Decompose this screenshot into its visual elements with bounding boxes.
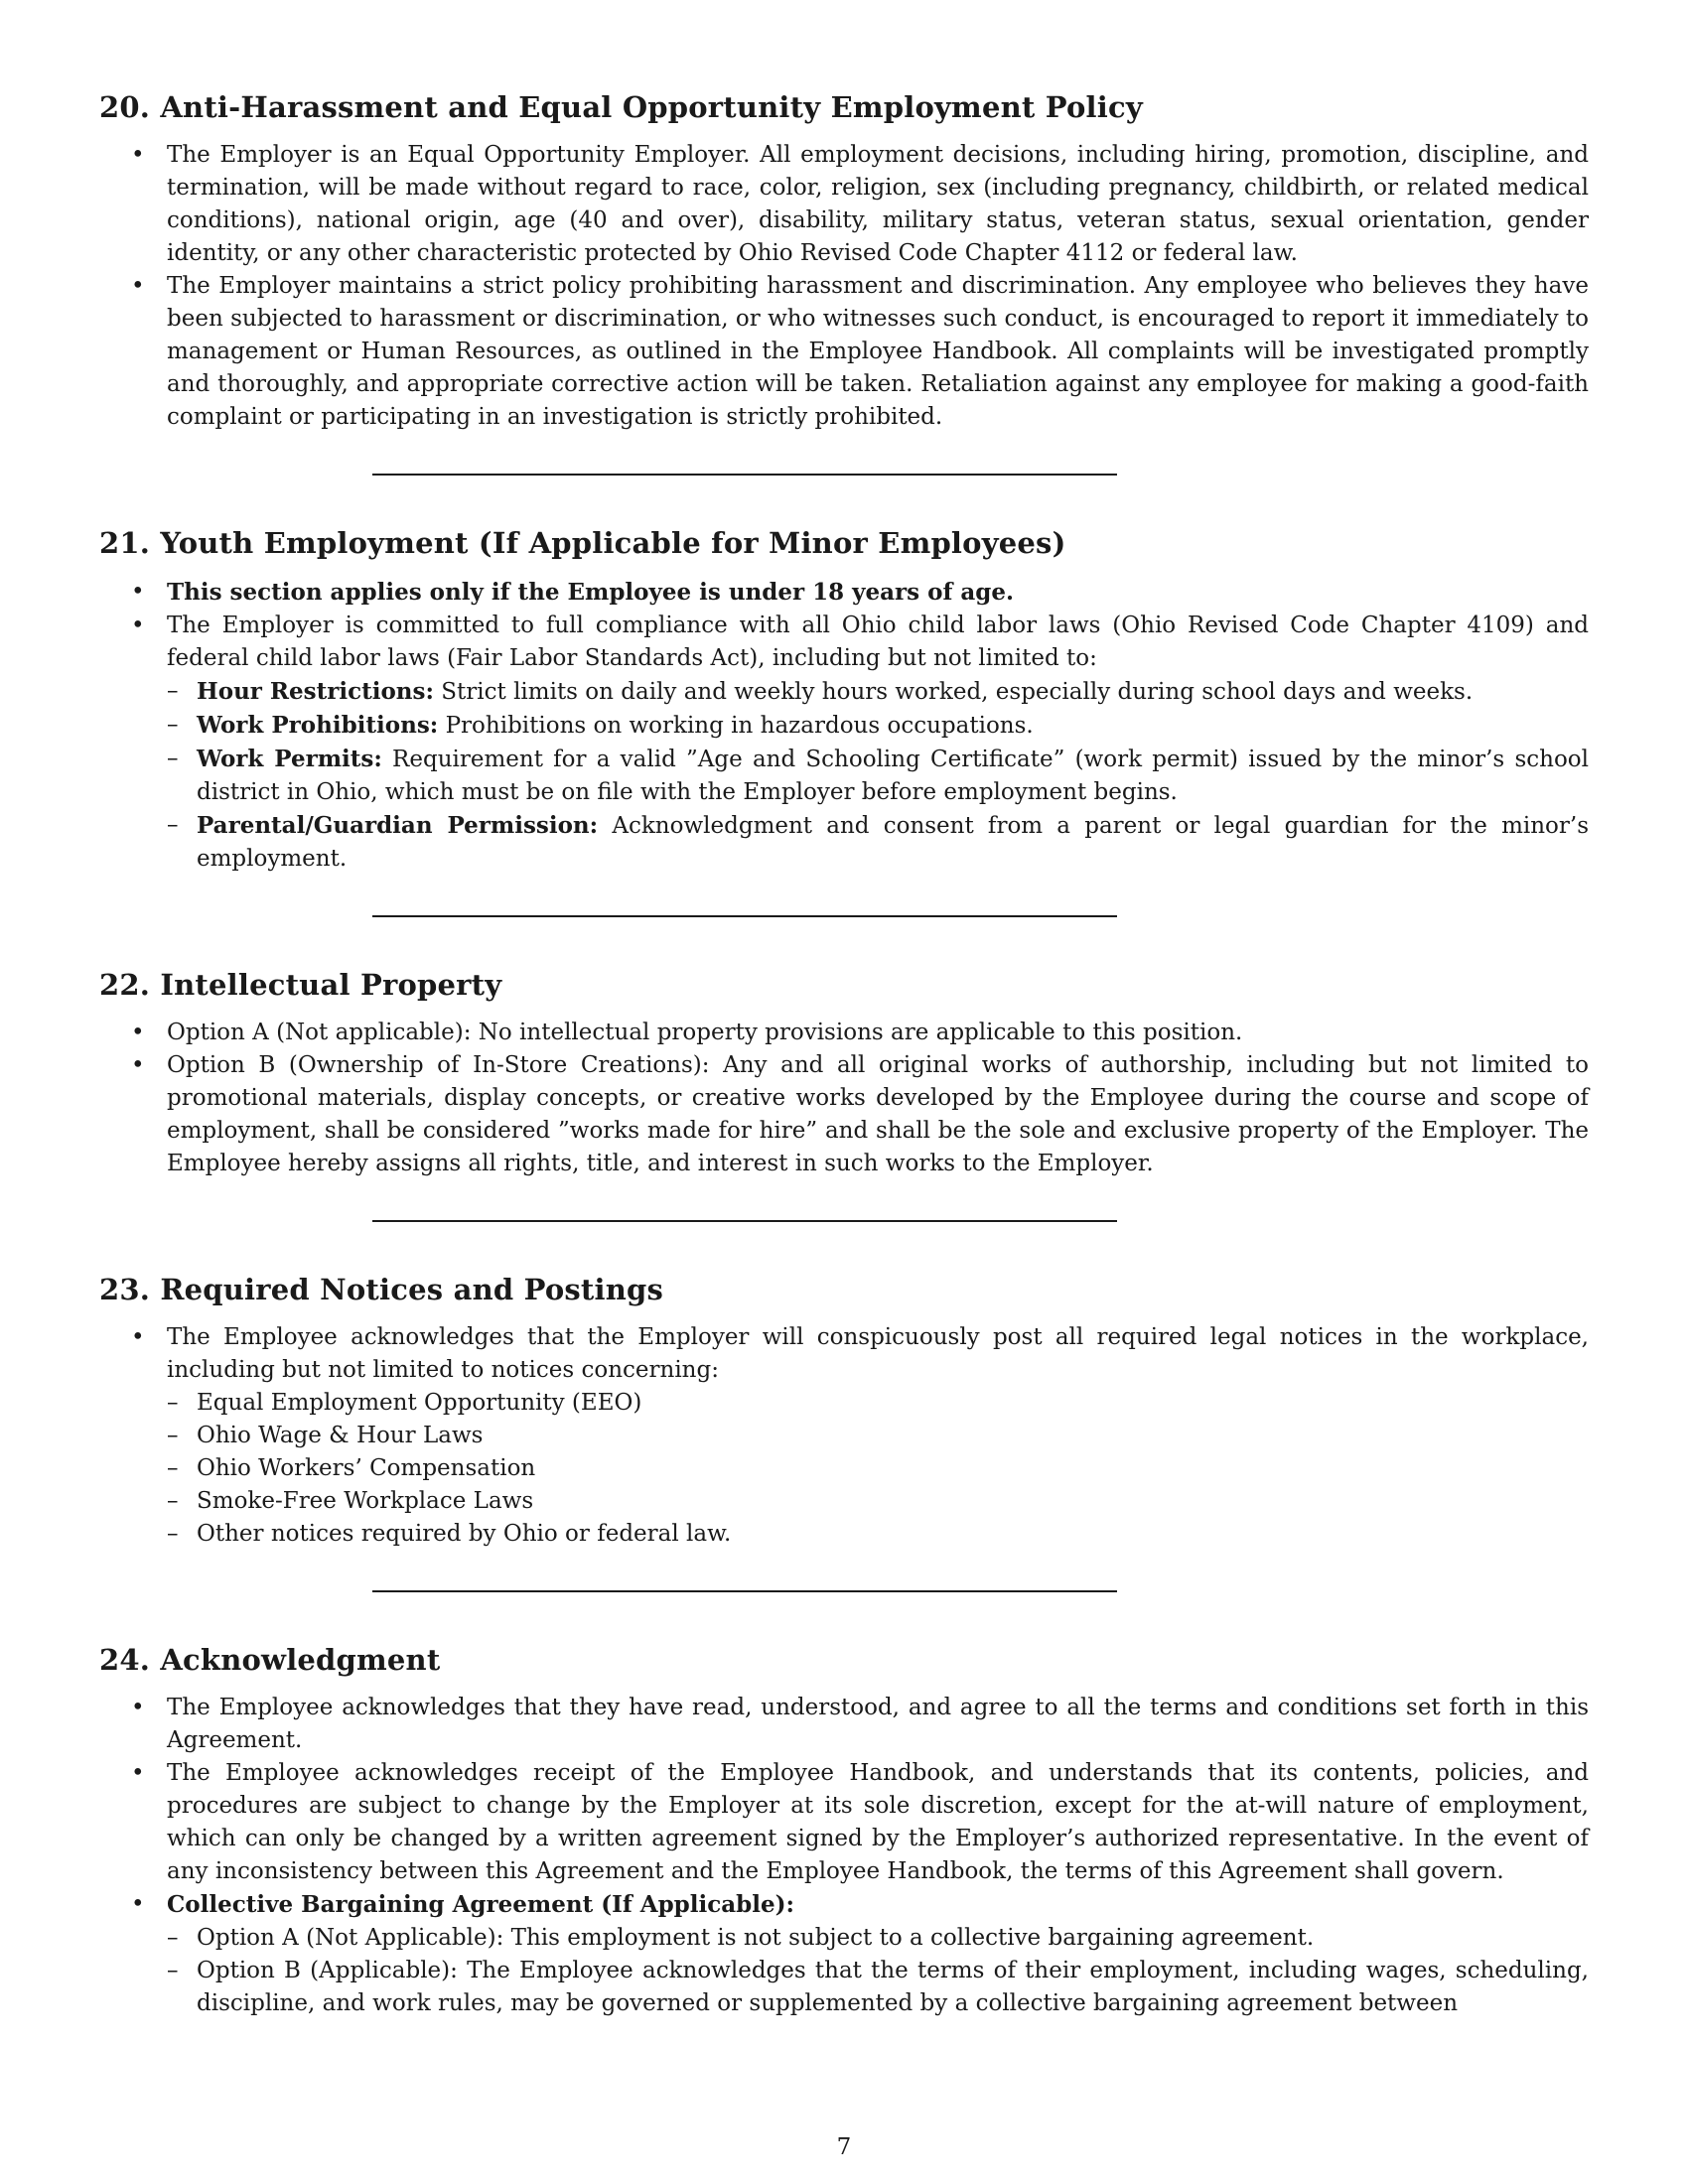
sub-list-item <box>167 675 1589 709</box>
list-item: • Option B (Ownership of In-Store Creations): Any and all original works of authorship, including but not limited to promotional materials, display concepts, or creative works developed by the Employee during the course and scope of employment, shall be considered ”works made for hire” and shall be the sole and exclusive property of the Employer. The Employee hereby assigns all rights, title, and interest in such works to the Employer. <box>99 1049 1589 1180</box>
section-divider <box>372 1590 1117 1592</box>
page-number: 7 <box>836 2134 852 2160</box>
sub-list-item: – Equal Employment Opportunity (EEO) <box>167 1387 1589 1420</box>
sub-list-item: – Ohio Wage & Hour Laws <box>167 1420 1589 1452</box>
list-item: • The Employee acknowledges receipt of the Employee Handbook, and understands that its contents, policies, and procedures are subject to change by the Employer at its sole discretion, except for the at-will nature of employment, which can only be changed by a written agreement signed by the Employer’s authorized representative. In the event of any inconsistency between this Agreement and the Employee Handbook, the terms of this Agreement shall govern. <box>99 1757 1589 1888</box>
sub-list <box>167 675 1589 876</box>
sub-list-item <box>167 743 1589 809</box>
bullet-list <box>99 1017 1589 1180</box>
list-item <box>99 610 1589 876</box>
section-divider <box>372 915 1117 917</box>
bold-statement: Collective Bargaining Agreement (If Applicable): <box>167 1891 794 1919</box>
section-title: 24. Acknowledgment <box>99 1643 441 1677</box>
list-item <box>99 1888 1589 2020</box>
section-required-notices <box>99 1272 1589 1551</box>
section-divider <box>372 474 1117 476</box>
sub-list-item <box>167 709 1589 743</box>
list-item-text: The Employee acknowledges that the Employer will conspicuously post all required legal notices in the workplace, including but not limited to notices concerning: <box>167 1324 1589 1383</box>
sub-item-text: Prohibitions on working in hazardous occupations. <box>445 712 1034 739</box>
sub-item-label: Work Prohibitions: <box>197 711 439 739</box>
list-item: • The Employer is an Equal Opportunity Employer. All employment decisions, including hiring, promotion, discipline, and termination, will be made without regard to race, color, religion, sex (including pregnancy, childbirth, or related medical conditions), national origin, age (40 and over), disability, military status, veteran status, sexual orientation, gender identity, or any other characteristic protected by Ohio Revised Code Chapter 4112 or federal law. <box>99 139 1589 270</box>
list-item: • Option A (Not applicable): No intellectual property provisions are applicable to this position. <box>99 1017 1589 1049</box>
bold-statement: This section applies only if the Employee is under 18 years of age. <box>167 578 1014 606</box>
sub-item-text: Strict limits on daily and weekly hours worked, especially during school days and weeks. <box>441 678 1474 705</box>
section-title: 22. Intellectual Property <box>99 967 502 1002</box>
sub-list-item: – Smoke-Free Workplace Laws <box>167 1485 1589 1518</box>
list-item: • The Employee acknowledges that they have read, understood, and agree to all the terms and conditions set forth in this Agreement. <box>99 1692 1589 1757</box>
bullet-list <box>99 1692 1589 2020</box>
sub-list <box>167 1387 1589 1551</box>
sub-list-item: – Ohio Workers’ Compensation <box>167 1452 1589 1485</box>
section-acknowledgment <box>99 1642 1589 2020</box>
section-anti-harassment <box>99 89 1589 434</box>
sub-item-label: Parental/Guardian Permission: <box>197 811 599 839</box>
list-item-text: The Employer is committed to full compliance with all Ohio child labor laws (Ohio Revised Code Chapter 4109) and federal child labor laws (Fair Labor Standards Act), including but not limited to: <box>167 612 1589 671</box>
sub-item-text: Requirement for a valid ”Age and Schooling Certificate” (work permit) issued by the minor’s school district in Ohio, which must be on file with the Employer before employment begins. <box>197 746 1589 805</box>
list-item <box>99 576 1589 610</box>
list-item <box>99 1321 1589 1551</box>
section-title: 20. Anti-Harassment and Equal Opportunity Employment Policy <box>99 90 1143 124</box>
sub-list-item <box>167 809 1589 876</box>
section-divider <box>372 1220 1117 1222</box>
section-title: 23. Required Notices and Postings <box>99 1272 664 1306</box>
sub-list-item: – Option B (Applicable): The Employee acknowledges that the terms of their employment, including wages, scheduling, discipline, and work rules, may be governed or supplemented by a collective bargaining agreement between <box>167 1955 1589 2020</box>
bullet-list <box>99 139 1589 434</box>
sub-item-label: Work Permits: <box>197 745 382 772</box>
sub-item-label: Hour Restrictions: <box>197 677 434 705</box>
sub-list-item: – Other notices required by Ohio or federal law. <box>167 1518 1589 1551</box>
section-intellectual-property <box>99 967 1589 1180</box>
section-title: 21. Youth Employment (If Applicable for Minor Employees) <box>99 526 1066 561</box>
bullet-list <box>99 1321 1589 1551</box>
list-item: • The Employer maintains a strict policy prohibiting harassment and discrimination. Any employee who believes they have been subjected to harassment or discrimination, or who witnesses such conduct, is encouraged to report it immediately to management or Human Resources, as outlined in the Employee Handbook. All complaints will be investigated promptly and thoroughly, and appropriate corrective action will be taken. Retaliation against any employee for making a good-faith complaint or participating in an investigation is strictly prohibited. <box>99 270 1589 434</box>
section-youth-employment <box>99 525 1589 875</box>
sub-list <box>167 1922 1589 2020</box>
document-page <box>99 89 1589 2020</box>
bullet-list <box>99 576 1589 876</box>
sub-item-text: Acknowledgment and consent from a parent or legal guardian for the minor’s employment. <box>197 812 1590 872</box>
sub-list-item: – Option A (Not Applicable): This employment is not subject to a collective bargaining agreement. <box>167 1922 1589 1955</box>
